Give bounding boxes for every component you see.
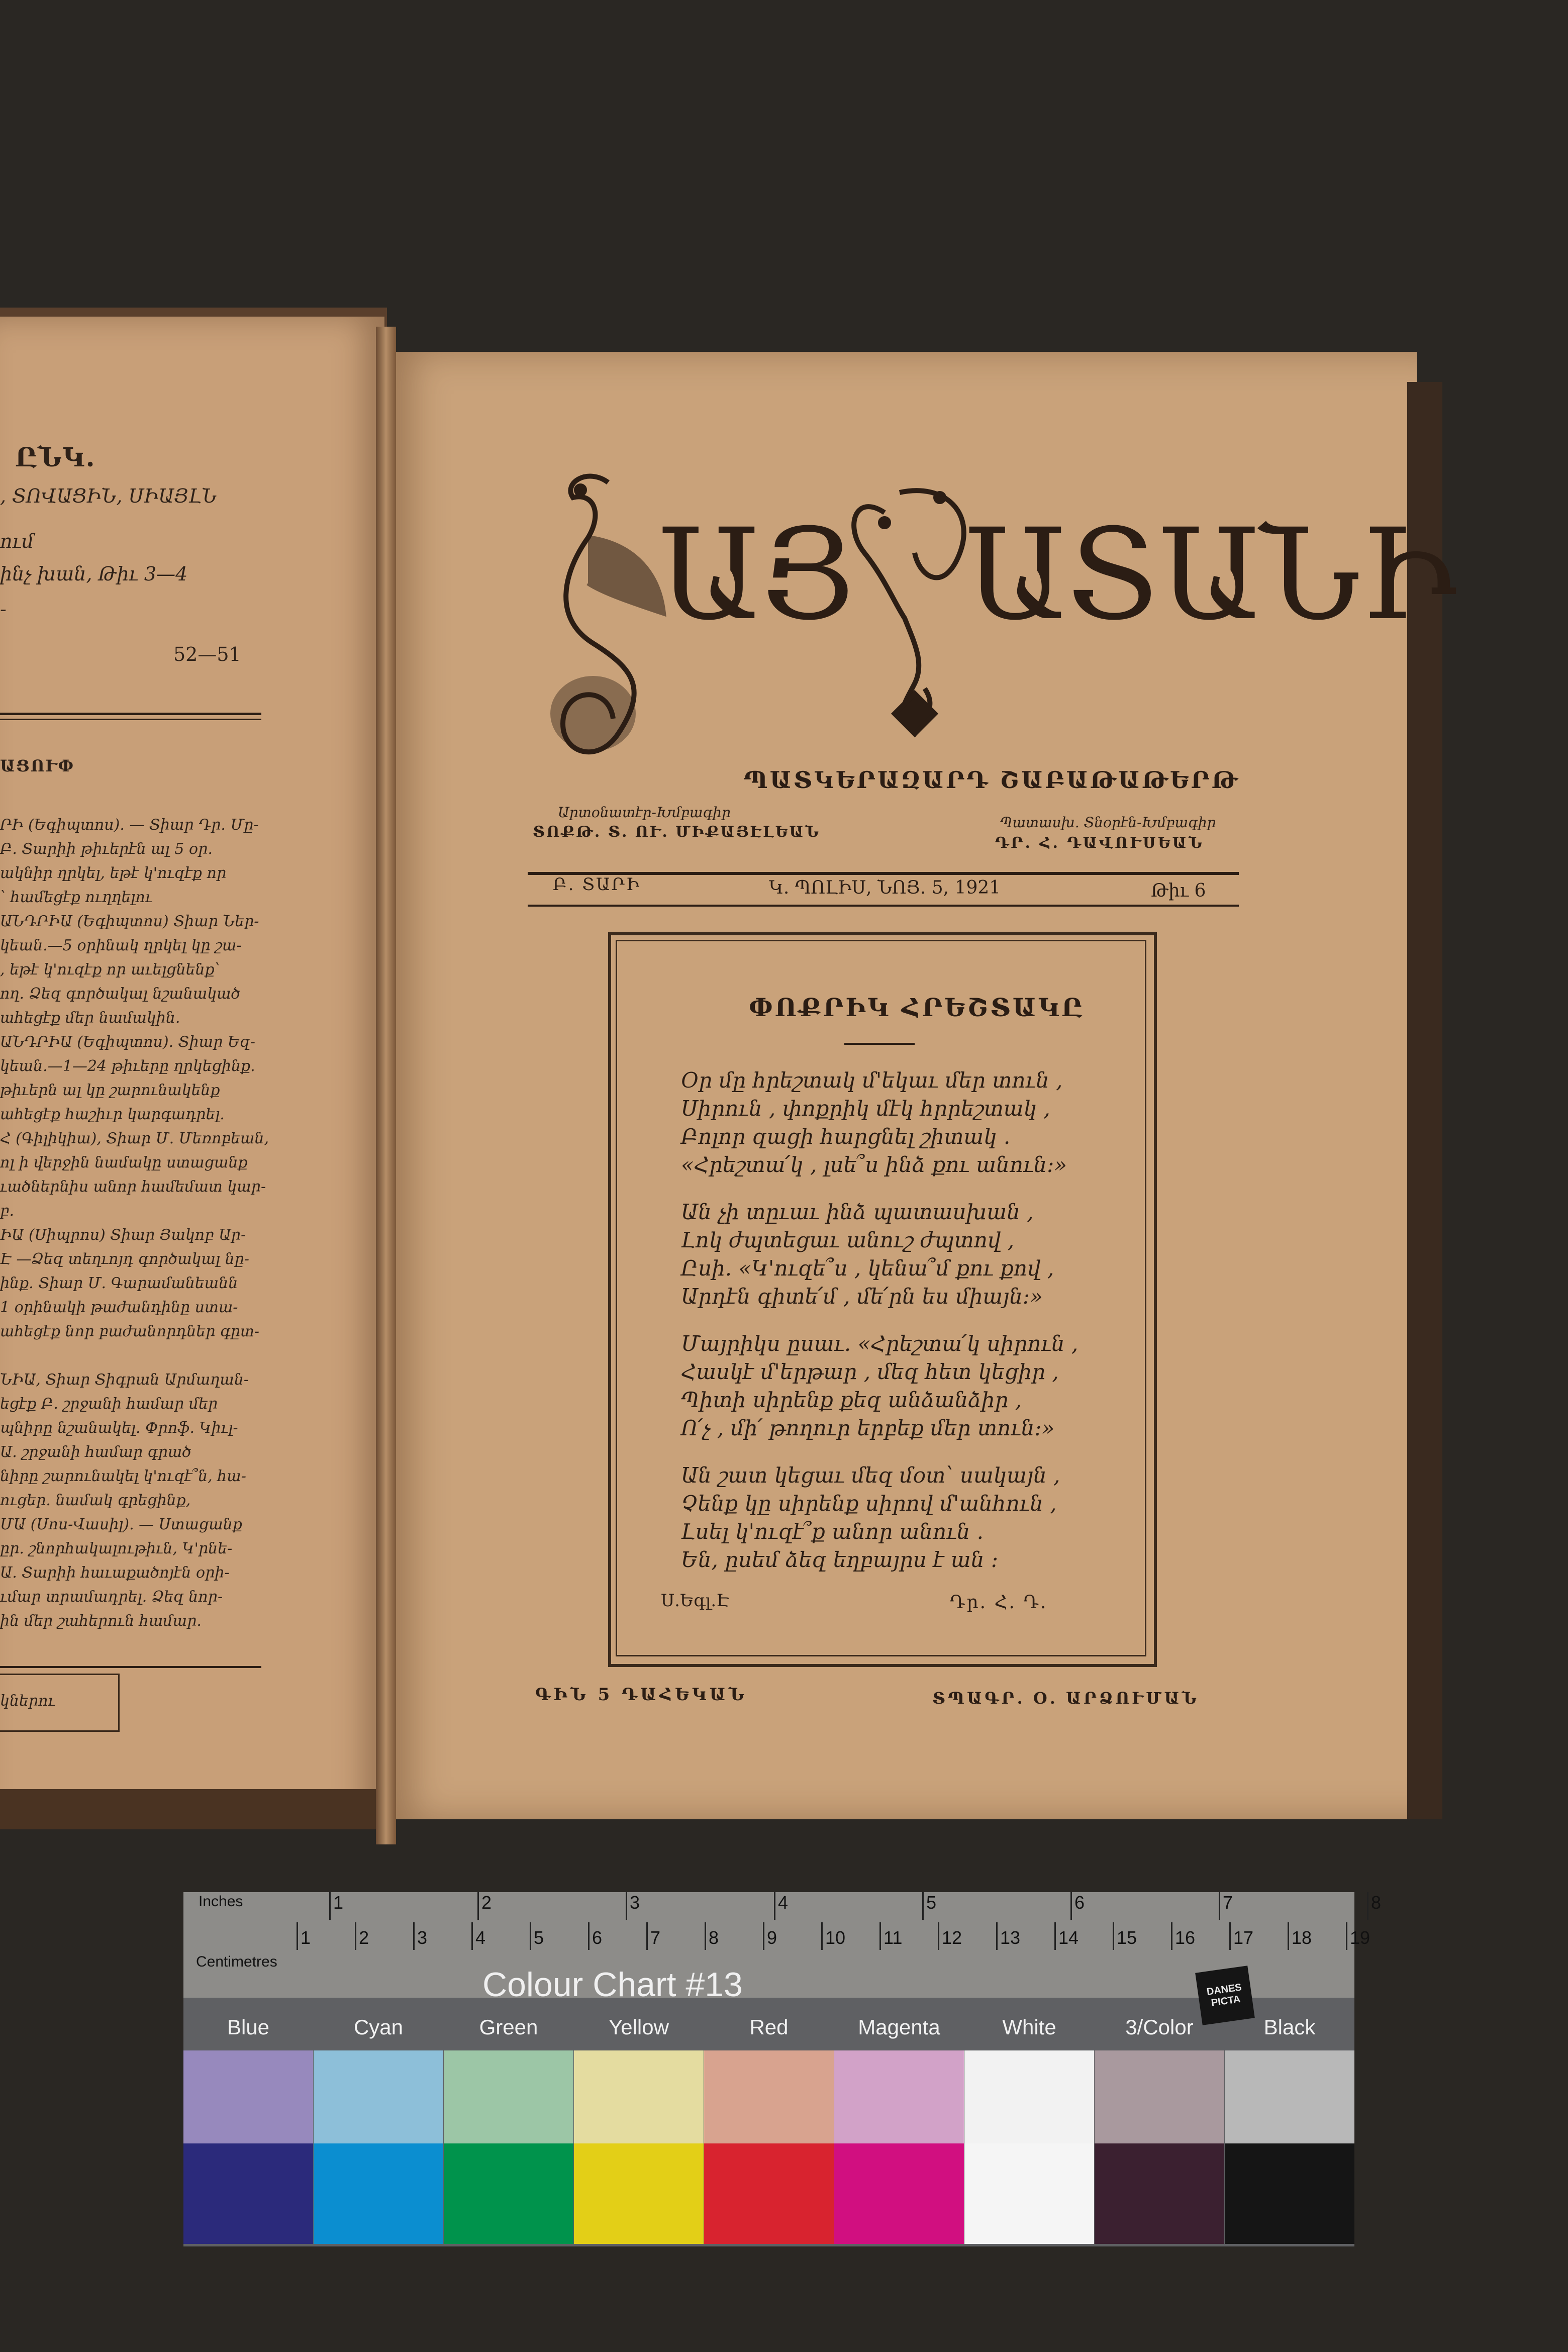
cm-tick xyxy=(763,1922,764,1950)
swatch-dark xyxy=(574,2143,704,2244)
swatch-dark xyxy=(834,2143,964,2244)
cm-tick xyxy=(588,1922,590,1950)
cm-number: 11 xyxy=(884,1927,903,1948)
swatch-label: 3/Color xyxy=(1125,2015,1194,2039)
cm-tick xyxy=(1113,1922,1114,1950)
swatch-label: White xyxy=(1002,2015,1056,2039)
right-role: Պատասխ. Տնօրէն-Խմբագիր xyxy=(1000,814,1216,831)
poem-line: Չենք կը սիրենք սիրով մ'անհուն , xyxy=(681,1491,1057,1516)
poem-title-ornament xyxy=(844,1043,915,1045)
swatch-label: Black xyxy=(1263,2015,1316,2039)
left-body-line: նիրը շարունակել կ'ուզէ՞ն, հա- xyxy=(0,1467,246,1485)
price-label: ԳԻՆ 5 ԴԱՀԵԿԱՆ xyxy=(535,1685,747,1705)
inch-number: 5 xyxy=(926,1892,937,1913)
cm-number: 16 xyxy=(1175,1927,1196,1948)
cm-number: 3 xyxy=(417,1927,428,1948)
left-body-line: , եթէ կ'ուզէք որ աւելցնենք՝ xyxy=(0,961,220,978)
left-role: Արտօնատէր-Խմբագիր xyxy=(558,804,731,821)
left-body-line: Հ (Գիլիկիա), Տիար Մ. Մեռոբեան, xyxy=(0,1130,269,1147)
swatch-light xyxy=(183,2050,313,2143)
cm-number: 6 xyxy=(592,1927,603,1948)
cm-tick xyxy=(1346,1922,1347,1950)
swatch-dark xyxy=(1225,2143,1354,2244)
poem-line: Հասկէ մ'երթար , մեզ հետ կեցիր , xyxy=(681,1359,1059,1384)
cm-tick xyxy=(705,1922,706,1950)
left-heading: ԸՆԿ. xyxy=(15,442,96,473)
cm-number: 1 xyxy=(301,1927,311,1948)
left-body-line: ԱՆԴՐԻԱ (Եգիպտոս). Տիար Եզ- xyxy=(0,1033,255,1051)
left-body-line: կեան.—1—24 թիւերը ղրկեցինք. xyxy=(0,1057,255,1075)
cm-tick xyxy=(821,1922,823,1950)
poem-line: Ո՛չ , մի՛ թողուր երբեք մեր տուն:» xyxy=(681,1416,1055,1440)
left-body-line: ՆԻԱ, Տիար Տիգրան Արմաղան- xyxy=(0,1371,249,1389)
cm-number: 17 xyxy=(1233,1927,1254,1948)
inch-tick xyxy=(922,1892,924,1920)
left-body-line: ՝ համեցէք ուղղելու xyxy=(0,889,153,906)
swatch-label: Yellow xyxy=(609,2015,669,2039)
poem-line: Արդէն գիտե՛մ , մե՛րն ես միայն:» xyxy=(681,1284,1043,1309)
cm-tick xyxy=(1229,1922,1231,1950)
left-body-line: 1 օրինակի թաժանդինը ստա- xyxy=(0,1299,238,1316)
cm-number: 15 xyxy=(1117,1927,1137,1948)
swatch-light xyxy=(704,2050,834,2143)
masthead-title-part1: ԱՅ xyxy=(658,502,856,648)
inches-label: Inches xyxy=(199,1893,243,1910)
inch-tick xyxy=(626,1892,627,1920)
left-line-2: ինչ խան, Թիւ 3—4 xyxy=(0,563,188,585)
cm-tick xyxy=(297,1922,298,1950)
left-body-line: ահեցէք մեր նամակին. xyxy=(0,1009,180,1027)
cm-tick xyxy=(1288,1922,1289,1950)
swatch-label: Blue xyxy=(227,2015,270,2039)
poem-line: Բոլոր զացի հարցնել շիտակ . xyxy=(681,1124,1011,1149)
left-footer-box xyxy=(0,1674,120,1732)
inch-number: 7 xyxy=(1223,1892,1233,1913)
swatch-light xyxy=(964,2050,1094,2143)
swatch-light xyxy=(834,2050,964,2143)
swatch-light xyxy=(444,2050,573,2143)
left-body-line: ւմար տրամադրել. Ձեզ նոր- xyxy=(0,1588,223,1606)
poem-line: Պիտի սիրենք քեզ անձանձիր , xyxy=(681,1388,1022,1412)
cm-tick xyxy=(996,1922,998,1950)
left-footer-text: կներու xyxy=(0,1692,56,1710)
left-body-line: ուցեր. նամակ գրեցինք, xyxy=(0,1492,191,1509)
cm-number: 13 xyxy=(1000,1927,1021,1948)
year-label: Բ. ՏԱՐԻ xyxy=(553,874,641,895)
chart-title: Colour Chart #13 xyxy=(482,1966,743,2004)
left-rule-1 xyxy=(0,713,261,715)
left-cover-bottom xyxy=(0,1789,387,1829)
cm-tick xyxy=(355,1922,356,1950)
inch-tick xyxy=(1070,1892,1072,1920)
inch-tick xyxy=(1367,1892,1368,1920)
cm-tick xyxy=(646,1922,648,1950)
left-line-3: - xyxy=(0,598,7,620)
poem-title: ՓՈՔՐԻԿ ՀՐԵՇՏԱԿԸ xyxy=(749,993,1085,1022)
left-body-line: ըր. շնորհակալութիւն, Կ'րնե- xyxy=(0,1540,233,1557)
cm-number: 7 xyxy=(650,1927,661,1948)
ruler xyxy=(183,1892,1382,1998)
centimetres-label: Centimetres xyxy=(196,1953,277,1970)
left-body-line: թիւերն ալ կը շարունակենք xyxy=(0,1082,220,1099)
printer-label: ՏՊԱԳՐ. Օ. ԱՐՁՈՒՄԱՆ xyxy=(932,1689,1199,1708)
left-body-line: Ա. Տարիի հաւաքածոյէն օրի- xyxy=(0,1564,230,1582)
swatch-light xyxy=(1225,2050,1354,2143)
left-body-line: բ. xyxy=(0,1202,15,1220)
left-body-line: ահեցէք նոր բաժանորդներ գըտ- xyxy=(0,1323,259,1340)
right-editor-name: ԴՐ. Հ. ԴԱՎՈՒՍԵԱՆ xyxy=(995,834,1205,852)
swatch-light xyxy=(1095,2050,1224,2143)
poem-line: Լսել կ'ուզէ՞ք անոր անուն . xyxy=(681,1519,984,1544)
left-body-line: ին մեր շահերուն համար. xyxy=(0,1612,202,1630)
cm-tick xyxy=(879,1922,881,1950)
issue-number: Թիւ 6 xyxy=(1151,880,1206,901)
left-body-line: ահեցէք հաշիւր կարգադրել. xyxy=(0,1106,225,1123)
left-body-line: ինք. Տիար Մ. Գարամանեանն xyxy=(0,1275,238,1292)
inch-number: 3 xyxy=(630,1892,640,1913)
left-body-line: ոլ ի վերջին նամակը ստացանք xyxy=(0,1154,248,1171)
cm-tick xyxy=(1171,1922,1172,1950)
left-body-line: ող. Ձեզ գործակալ նշանակած xyxy=(0,985,241,1003)
cm-number: 19 xyxy=(1350,1927,1370,1948)
cm-number: 9 xyxy=(767,1927,777,1948)
poem-line: «Հրեշտա՛կ , լսե՞ս ինձ քու անուն:» xyxy=(681,1152,1067,1177)
left-body-line: ակնիր ղրկել, եթէ կ'ուզէք որ xyxy=(0,864,227,882)
left-rule-2 xyxy=(0,719,261,720)
masthead-logo xyxy=(533,452,1457,774)
left-body-line: ԱՆԴՐԻԱ (Եգիպտոս) Տիար Ներ- xyxy=(0,913,259,930)
book-spine xyxy=(376,327,396,1844)
left-body-line: ՐԻ (Եգիպտոս). — Տիար Դր. Մը- xyxy=(0,816,259,834)
inch-number: 2 xyxy=(481,1892,492,1913)
left-body-line: եցէք Բ. շրջանի համար մեր xyxy=(0,1395,218,1413)
swatch-dark xyxy=(1095,2143,1224,2244)
swatch-dark xyxy=(314,2143,443,2244)
peacock-right-icon xyxy=(854,491,964,734)
cm-number: 8 xyxy=(709,1927,719,1948)
left-body-line: կեան.—5 օրինակ ղրկել կը շա- xyxy=(0,937,242,954)
poem-place: Ս.Եգլ.Է xyxy=(661,1591,730,1611)
cm-tick xyxy=(413,1922,415,1950)
left-editor-name: ՏՈՔԹ. Տ. ՈՒ. ՄԻՔԱՅԷԼԵԱՆ xyxy=(533,823,820,841)
cm-tick xyxy=(471,1922,473,1950)
cm-number: 4 xyxy=(475,1927,486,1948)
peacock-left-icon xyxy=(553,476,663,752)
inch-number: 1 xyxy=(333,1892,344,1913)
logo-text: DANES PICTA xyxy=(1206,1981,1243,2009)
inch-number: 6 xyxy=(1074,1892,1085,1913)
cm-tick xyxy=(1054,1922,1056,1950)
poem-line: Սիրուն , փոքրիկ մէկ հրրեշտակ , xyxy=(681,1096,1050,1121)
left-body-line: պնիրը նշանակել. Փրոֆ. Կիւլ- xyxy=(0,1419,238,1437)
poem-line: Ըսի. «Կ'ուզե՞ս , կենա՞մ քու քով , xyxy=(681,1256,1054,1281)
poem-line: Ան չի տըւաւ ինձ պատասխան , xyxy=(681,1200,1034,1224)
masthead-title-part2: ԱՏԱՆԻ xyxy=(965,502,1457,648)
inch-tick xyxy=(774,1892,775,1920)
left-rule-3 xyxy=(0,1666,261,1668)
masthead-subtitle: ՊԱՏԿԵՐԱԶԱՐԴ ՇԱԲԱԹԱԹԵՐԹ xyxy=(744,766,1240,794)
swatch-label: Cyan xyxy=(353,2015,404,2039)
swatch-dark xyxy=(704,2143,834,2244)
left-body-line: Ա. շրջանի համար գրած xyxy=(0,1443,191,1461)
poem-line: Լոկ ժպտեցաւ անուշ ժպտով , xyxy=(681,1228,1015,1252)
cm-number: 14 xyxy=(1058,1927,1079,1948)
left-body-line: Բ. Տարիի թիւերէն ալ 5 օր. xyxy=(0,840,213,858)
swatch-label: Green xyxy=(479,2015,538,2039)
left-body-line: ՄԱ (Սոս-Վասիլ). — Ստացանք xyxy=(0,1516,242,1533)
left-subheading: , ՏՈՎԱՑԻՆ, ՍԻԱՅԼՆ xyxy=(0,485,217,507)
cm-number: 10 xyxy=(825,1927,846,1948)
date-place: Կ. ՊՈԼԻՍ, ՆՈՅ. 5, 1921 xyxy=(769,877,1001,898)
cm-tick xyxy=(530,1922,531,1950)
poem-line: Մայրիկս ըսաւ. «Հրեշտա՛կ սիրուն , xyxy=(681,1331,1079,1356)
swatch-dark xyxy=(444,2143,573,2244)
swatch-dark xyxy=(964,2143,1094,2244)
swatch-light xyxy=(314,2050,443,2143)
poem-signature: Դր. Հ. Դ. xyxy=(950,1592,1048,1613)
inch-tick xyxy=(1219,1892,1220,1920)
inch-number: 4 xyxy=(778,1892,789,1913)
swatch-light xyxy=(574,2050,704,2143)
cm-number: 5 xyxy=(534,1927,544,1948)
swatch-label: Magenta xyxy=(858,2015,940,2039)
left-body-line: ւածներնիս անոր համեմատ կար- xyxy=(0,1178,266,1196)
cm-number: 12 xyxy=(942,1927,962,1948)
poem-line: Օր մը հրեշտակ մ'եկաւ մեր տուն , xyxy=(681,1068,1063,1093)
left-body-line: ԻԱ (Սիպրոս) Տիար Յակոբ Ար- xyxy=(0,1226,246,1244)
left-body-line: Է —Ձեզ տեղւոյդ գործակալ նը- xyxy=(0,1250,249,1268)
swatch-label: Red xyxy=(749,2015,789,2039)
inch-tick xyxy=(477,1892,479,1920)
left-line-1: ում xyxy=(0,530,34,552)
cm-tick xyxy=(938,1922,939,1950)
inch-tick xyxy=(329,1892,331,1920)
inch-number: 8 xyxy=(1371,1892,1382,1913)
cm-number: 2 xyxy=(359,1927,369,1948)
cm-number: 18 xyxy=(1292,1927,1312,1948)
left-number: 52—51 xyxy=(173,643,241,665)
poem-line: Են, ըսեմ ձեզ եղբայրս է ան : xyxy=(681,1547,998,1572)
masthead-rule-bottom xyxy=(528,905,1239,907)
swatch-dark xyxy=(183,2143,313,2244)
left-section-heading: ԱՑՈՒՓ xyxy=(0,756,75,775)
poem-line: Ան շատ կեցաւ մեզ մօտ՝ սակայն , xyxy=(681,1463,1060,1488)
